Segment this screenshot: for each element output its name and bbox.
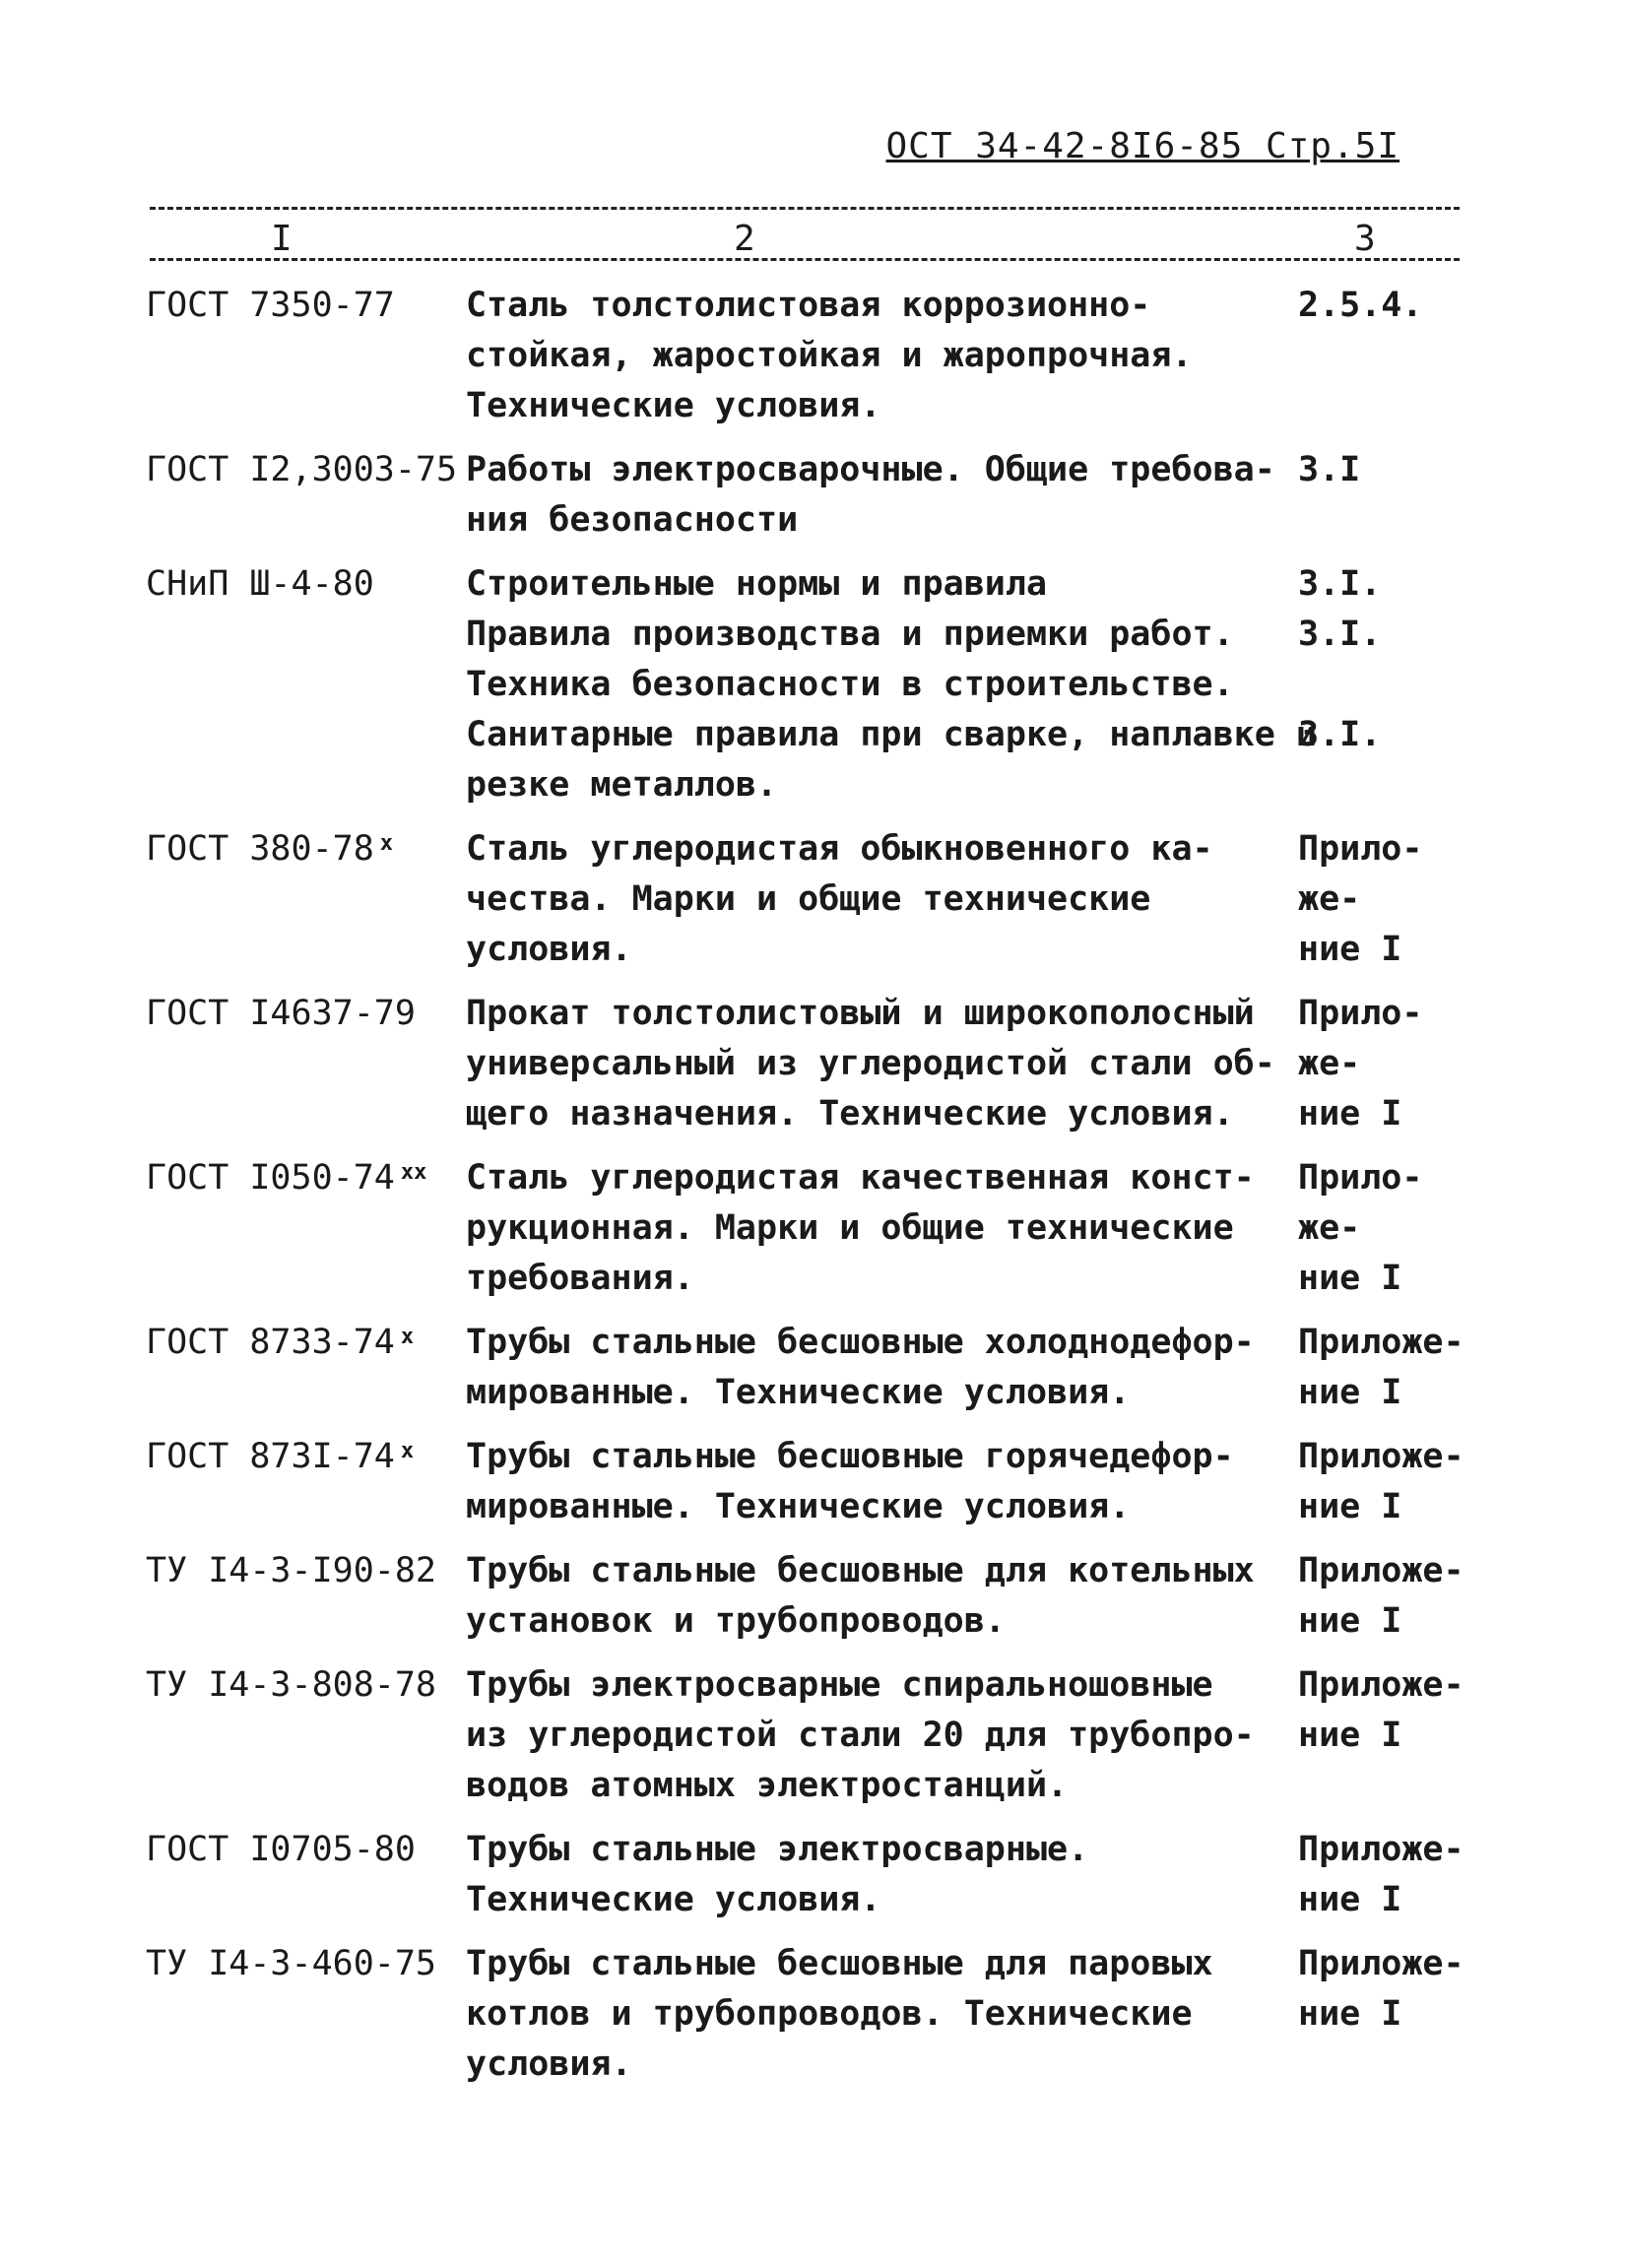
description-line: требования. bbox=[466, 1259, 694, 1298]
description-line: Технические условия. bbox=[466, 1880, 881, 1919]
standard-description bbox=[466, 1660, 1293, 1811]
reference-line: ние I bbox=[1298, 1259, 1402, 1298]
revision-mark: x bbox=[379, 831, 394, 856]
reference-line: Прило- bbox=[1298, 994, 1423, 1033]
reference-line: ние I bbox=[1298, 1880, 1402, 1919]
standard-code bbox=[146, 1153, 466, 1203]
header-bottom-rule bbox=[150, 258, 1460, 261]
description-line: Трубы стальные бесшовные горячедефор- bbox=[466, 1437, 1234, 1476]
description-line: условия. bbox=[466, 930, 632, 969]
description-line: из углеродистой стали 20 для трубопро- bbox=[466, 1716, 1255, 1755]
standard-code-text: ТУ I4-3-I90-82 bbox=[146, 1551, 437, 1590]
section-reference bbox=[1293, 445, 1470, 495]
standard-description bbox=[466, 824, 1293, 975]
document-reference: ОСТ 34-42-8I6-85 Стр.5I bbox=[885, 126, 1400, 166]
column-header-3: 3 bbox=[1354, 219, 1376, 259]
section-reference bbox=[1293, 1318, 1470, 1418]
description-line: Сталь толстолистовая коррозионно- bbox=[466, 286, 1151, 325]
standard-code-text: ГОСТ 380-78 bbox=[146, 829, 374, 869]
reference-line: Приложе- bbox=[1298, 1665, 1465, 1705]
standard-code bbox=[146, 1432, 466, 1482]
description-line: рукционная. Марки и общие технические bbox=[466, 1208, 1234, 1248]
table-row bbox=[146, 281, 1485, 431]
section-reference bbox=[1293, 1825, 1470, 1925]
standard-code bbox=[146, 281, 466, 331]
reference-line: 3.I. bbox=[1298, 615, 1382, 654]
standard-description bbox=[466, 281, 1293, 431]
reference-line: же- bbox=[1298, 1208, 1361, 1248]
standard-code bbox=[146, 824, 466, 875]
reference-line: ние I bbox=[1298, 1716, 1402, 1755]
reference-line: Прило- bbox=[1298, 829, 1423, 869]
standards-table bbox=[146, 281, 1485, 2104]
standard-description bbox=[466, 1318, 1293, 1418]
table-row bbox=[146, 1546, 1485, 1647]
section-reference bbox=[1293, 824, 1470, 975]
table-row bbox=[146, 445, 1485, 546]
section-reference bbox=[1293, 1546, 1470, 1647]
section-reference bbox=[1293, 1660, 1470, 1761]
section-reference bbox=[1293, 989, 1470, 1139]
standard-code-text: ГОСТ I4637-79 bbox=[146, 994, 416, 1033]
description-line: Сталь углеродистая обыкновенного ка- bbox=[466, 829, 1213, 869]
standard-description bbox=[466, 559, 1317, 810]
standard-code bbox=[146, 989, 466, 1039]
reference-line: Прило- bbox=[1298, 1158, 1423, 1198]
description-line: Строительные нормы и правила bbox=[466, 564, 1048, 604]
standard-code-text: ТУ I4-3-808-78 bbox=[146, 1665, 437, 1705]
column-header-2: 2 bbox=[734, 219, 755, 259]
description-line: условия. bbox=[466, 2044, 632, 2084]
standard-code-text: ГОСТ I050-74 bbox=[146, 1158, 395, 1198]
description-line: мированные. Технические условия. bbox=[466, 1373, 1131, 1412]
description-line: щего назначения. Технические условия. bbox=[466, 1094, 1234, 1134]
description-line: Прокат толстолистовый и широкополосный bbox=[466, 994, 1255, 1033]
reference-line: Приложе- bbox=[1298, 1830, 1465, 1869]
description-line: ния безопасности bbox=[466, 500, 799, 540]
top-rule bbox=[150, 207, 1460, 210]
standard-code-text: ГОСТ 7350-77 bbox=[146, 286, 395, 325]
description-line: универсальный из углеродистой стали об- bbox=[466, 1044, 1275, 1083]
description-line: резке металлов. bbox=[466, 765, 778, 805]
reference-line: 2.5.4. bbox=[1298, 286, 1423, 325]
description-line: чества. Марки и общие технические bbox=[466, 879, 1151, 919]
reference-line: же- bbox=[1298, 879, 1361, 919]
description-line: водов атомных электростанций. bbox=[466, 1766, 1069, 1805]
standard-code-text: СНиП Ш-4-80 bbox=[146, 564, 374, 604]
standard-code bbox=[146, 559, 466, 610]
section-reference bbox=[1293, 281, 1470, 331]
standard-description bbox=[466, 1939, 1293, 2090]
table-row bbox=[146, 1153, 1485, 1304]
description-line: Сталь углеродистая качественная конст- bbox=[466, 1158, 1255, 1198]
reference-line: ние I bbox=[1298, 1601, 1402, 1641]
standard-description bbox=[466, 989, 1293, 1139]
reference-line: же- bbox=[1298, 1044, 1361, 1083]
reference-line bbox=[1298, 660, 1470, 710]
reference-line: Приложе- bbox=[1298, 1437, 1465, 1476]
description-line: Трубы стальные бесшовные холоднодефор- bbox=[466, 1323, 1255, 1362]
description-line: Правила производства и приемки работ. bbox=[466, 615, 1234, 654]
standard-code-text: ГОСТ I0705-80 bbox=[146, 1830, 416, 1869]
revision-mark: xx bbox=[400, 1160, 427, 1185]
standard-code-text: ГОСТ 873I-74 bbox=[146, 1437, 395, 1476]
section-reference bbox=[1293, 559, 1470, 760]
reference-line: Приложе- bbox=[1298, 1551, 1465, 1590]
description-line: установок и трубопроводов. bbox=[466, 1601, 1006, 1641]
revision-mark: x bbox=[400, 1325, 415, 1349]
standard-description bbox=[466, 1432, 1293, 1532]
revision-mark: x bbox=[400, 1439, 415, 1463]
table-row bbox=[146, 1939, 1485, 2090]
description-line: Трубы электросварные спиральношовные bbox=[466, 1665, 1213, 1705]
reference-line: ние I bbox=[1298, 1094, 1402, 1134]
standard-code-text: ГОСТ 8733-74 bbox=[146, 1323, 395, 1362]
section-reference bbox=[1293, 1153, 1470, 1304]
table-row bbox=[146, 824, 1485, 975]
standard-code bbox=[146, 1825, 466, 1875]
description-line: Санитарные правила при сварке, наплавке и bbox=[466, 715, 1317, 754]
reference-line: ние I bbox=[1298, 1994, 1402, 2034]
reference-line: 3.I. bbox=[1298, 564, 1382, 604]
standard-description bbox=[466, 445, 1293, 546]
reference-line: 3.I. bbox=[1298, 715, 1382, 754]
section-reference bbox=[1293, 1939, 1470, 2040]
reference-line: ние I bbox=[1298, 1373, 1402, 1412]
reference-line: Приложе- bbox=[1298, 1323, 1465, 1362]
description-line: мированные. Технические условия. bbox=[466, 1487, 1131, 1526]
description-line: стойкая, жаростойкая и жаропрочная. bbox=[466, 336, 1193, 375]
description-line: Техника безопасности в строительстве. bbox=[466, 665, 1234, 704]
standard-description bbox=[466, 1825, 1293, 1925]
reference-line: 3.I bbox=[1298, 450, 1361, 489]
description-line: Трубы стальные бесшовные для паровых bbox=[466, 1944, 1213, 1983]
description-line: Трубы стальные бесшовные для котельных bbox=[466, 1551, 1255, 1590]
description-line: Работы электросварочные. Общие требова- bbox=[466, 450, 1275, 489]
reference-line: Приложе- bbox=[1298, 1944, 1465, 1983]
description-line: котлов и трубопроводов. Технические bbox=[466, 1994, 1193, 2034]
description-line: Трубы стальные электросварные. bbox=[466, 1830, 1089, 1869]
table-row bbox=[146, 1318, 1485, 1418]
standard-description bbox=[466, 1153, 1293, 1304]
section-reference bbox=[1293, 1432, 1470, 1532]
standard-description bbox=[466, 1546, 1293, 1647]
table-row bbox=[146, 989, 1485, 1139]
standard-code-text: ГОСТ I2,3003-75 bbox=[146, 450, 458, 489]
reference-line: ние I bbox=[1298, 1487, 1402, 1526]
table-row bbox=[146, 1825, 1485, 1925]
standard-code bbox=[146, 445, 466, 495]
standard-code bbox=[146, 1318, 466, 1368]
table-row bbox=[146, 559, 1485, 810]
standard-code bbox=[146, 1939, 466, 1989]
table-row bbox=[146, 1660, 1485, 1811]
column-header-1: I bbox=[271, 219, 293, 259]
standard-code-text: ТУ I4-3-460-75 bbox=[146, 1944, 437, 1983]
description-line: Технические условия. bbox=[466, 386, 881, 425]
standard-code bbox=[146, 1546, 466, 1596]
table-row bbox=[146, 1432, 1485, 1532]
standard-code bbox=[146, 1660, 466, 1711]
reference-line: ние I bbox=[1298, 930, 1402, 969]
